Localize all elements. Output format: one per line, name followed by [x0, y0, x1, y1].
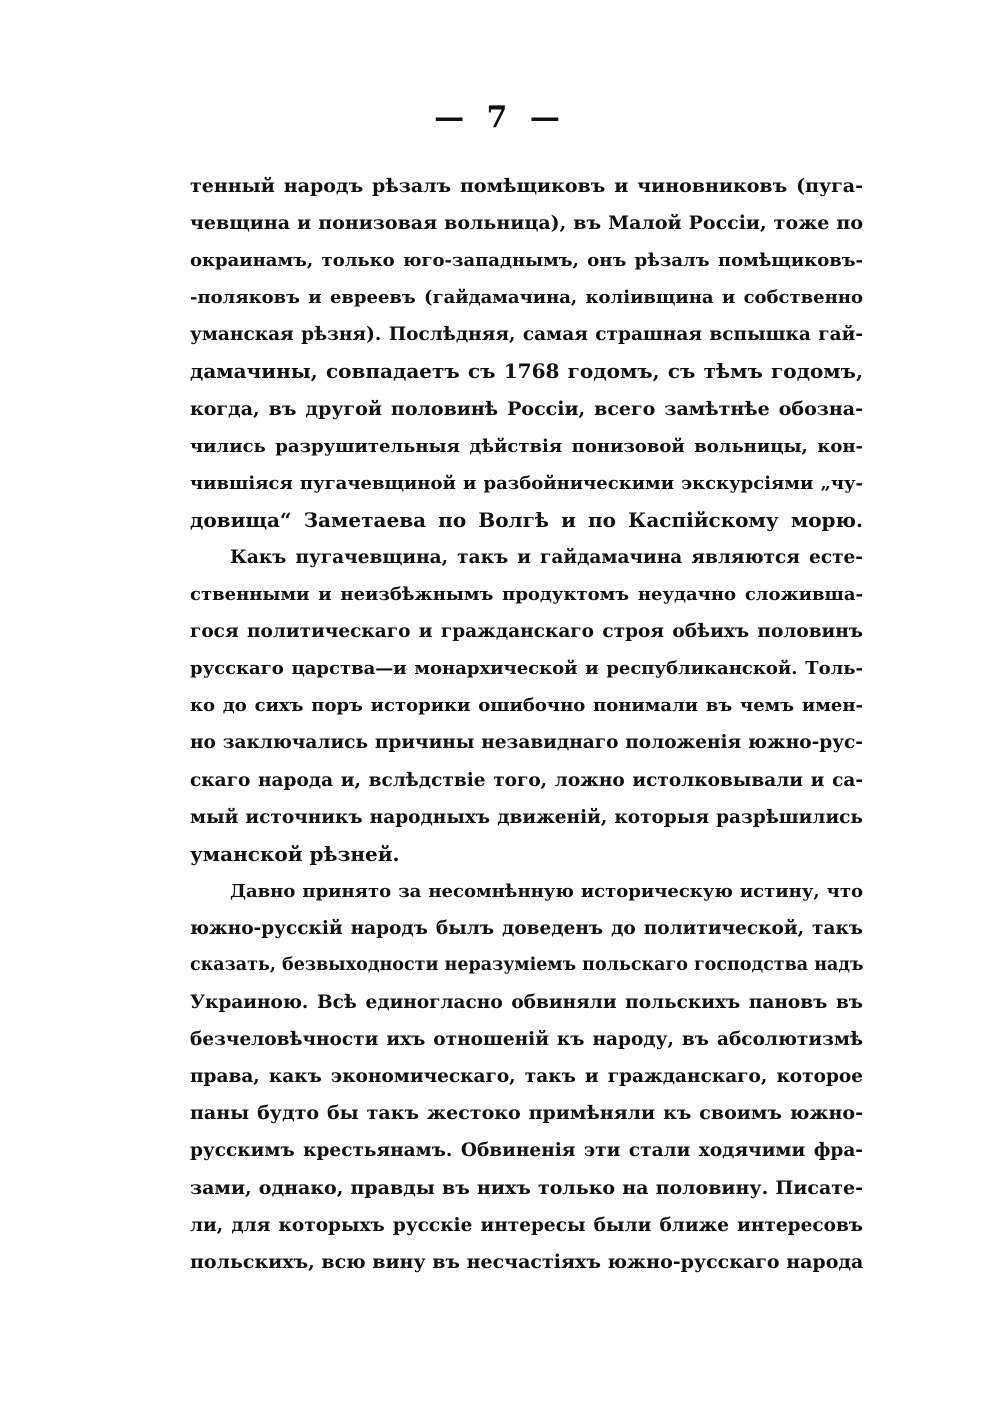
text-line: уманской рѣзней. — [190, 841, 400, 866]
text-line: ственными и неизбѣжнымъ продуктомъ неудачно сложивша- — [190, 584, 863, 606]
text-line: дамачины, совпадаетъ съ 1768 годомъ, съ тѣмъ годомъ, — [190, 359, 863, 384]
paragraph — [190, 539, 863, 873]
text-line: -поляковъ и евреевъ (гайдамачина, коліивщина и собственно — [190, 287, 863, 309]
text-line: уманская рѣзня). Послѣдняя, самая страшная вспышка гай- — [190, 324, 863, 346]
text-line: паны будто бы такъ жестоко примѣняли къ своимъ южно- — [190, 1102, 863, 1125]
text-line: безчеловѣчности ихъ отношеній къ народу, въ абсолютизмѣ — [190, 1029, 863, 1051]
text-line: права, какъ экономическаго, такъ и гражданскаго, которое — [190, 1066, 863, 1088]
page-number: — 7 — — [434, 100, 566, 135]
text-line: польскихъ, всю вину въ несчастіяхъ южно-русскаго народа — [190, 1250, 863, 1273]
text-line: но заключались причины незавиднаго положенія южно-рус- — [190, 732, 863, 754]
text-line: мый источникъ народныхъ движеній, которыя разрѣшились — [190, 806, 863, 828]
paragraph — [190, 873, 863, 1281]
text-line: ко до сихъ поръ историки ошибочно понимали въ чемъ имен- — [190, 695, 863, 717]
text-line: сказать, безвыходности неразуміемъ польскаго господства надъ — [190, 954, 863, 975]
text-line: окраинамъ, только юго-западнымъ, онъ рѣзалъ помѣщиковъ- — [190, 250, 863, 272]
text-line: чились разрушительныя дѣйствія понизовой вольницы, кон- — [190, 435, 863, 457]
text-line: Какъ пугачевщина, такъ и гайдамачина являются есте- — [230, 546, 863, 568]
text-line: тенный народъ рѣзалъ помѣщиковъ и чиновниковъ (пуга- — [190, 175, 863, 197]
text-line: довища“ Заметаева по Волгѣ и по Каспійскому морю. — [190, 507, 863, 532]
text-line: русскимъ крестьянамъ. Обвиненія эти стали ходячими фра- — [190, 1140, 863, 1162]
text-line: гося политическаго и гражданскаго строя обѣихъ половинъ — [190, 621, 863, 643]
text-line: ли, для которыхъ русскіе интересы были ближе интересовъ — [190, 1214, 863, 1236]
text-line: южно-русскій народъ былъ доведенъ до политической, такъ — [190, 917, 863, 939]
text-line: Украиною. Всѣ единогласно обвиняли польскихъ пановъ въ — [190, 992, 863, 1014]
text-line: скаго народа и, вслѣдствіе того, ложно истолковывали и са- — [190, 769, 863, 791]
text-line: Давно принято за несомнѣнную историческую истину, что — [230, 880, 863, 902]
text-line: чевщина и понизовая вольница), въ Малой Россіи, тоже по — [190, 212, 863, 235]
text-line: зами, однако, правды въ нихъ только на половину. Писате- — [190, 1176, 863, 1199]
body-text — [190, 168, 863, 1281]
paragraph — [190, 168, 863, 539]
text-line: когда, въ другой половинѣ Россіи, всего замѣтнѣе обозна- — [190, 397, 863, 420]
text-line: чившіяся пугачевщиной и разбойническими экскурсіями „чу- — [190, 472, 863, 494]
text-line: русскаго царства—и монархической и республиканской. Толь- — [190, 658, 863, 680]
